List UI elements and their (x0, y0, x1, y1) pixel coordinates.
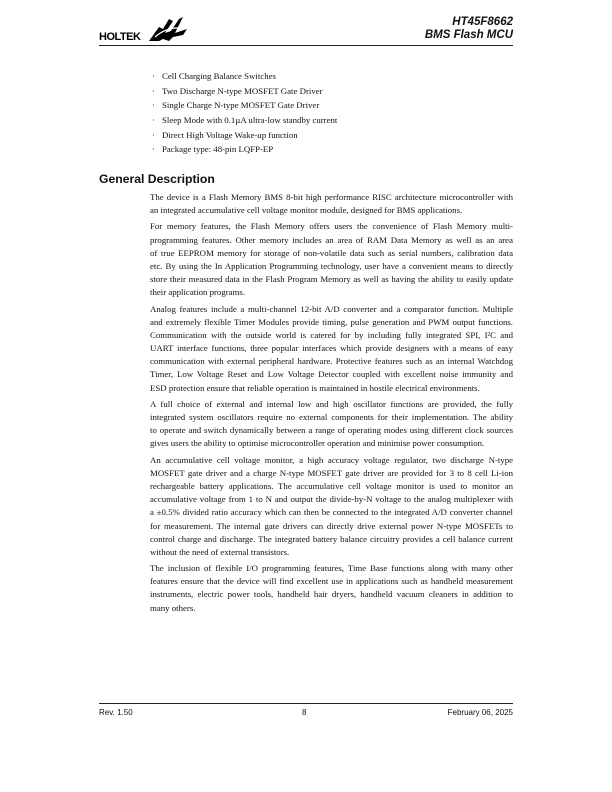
text-line: Timer, Low Voltage Reset and Low Voltage Detector coupled with excellent noise immunity and (150, 369, 513, 380)
bullet-icon: · (152, 144, 155, 155)
feature-item (152, 84, 337, 99)
text-line: programming features. Other memory includes an area of RAM Data Memory as well as an area (150, 234, 513, 245)
svg-text:HOLTEK: HOLTEK (99, 31, 141, 43)
text-line: etc. By using the In Application Programming technology, user have a convenient means to directly (150, 260, 513, 271)
feature-text: Package type: 48-pin LQFP-EP (162, 144, 274, 155)
bullet-icon: · (152, 100, 155, 111)
text-line: their application programs. (150, 287, 246, 298)
header-rule (99, 45, 513, 46)
text-line: for measurement. The internal gate drivers can directly drive external power N-type MOSFETs to (150, 520, 513, 531)
feature-item (152, 128, 337, 143)
part-number: HT45F8662 (452, 16, 513, 28)
footer-revision: Rev. 1.50 (99, 708, 133, 717)
feature-item (152, 142, 337, 157)
text-line: gives users the ability to optimise microcontroller operation and minimise power consumption. (150, 438, 485, 449)
product-name: BMS Flash MCU (424, 29, 513, 41)
feature-item (152, 113, 337, 128)
text-line: A full choice of external and internal low and high oscillator functions are provided, the fully (150, 398, 513, 409)
text-line: An accumulative cell voltage monitor, a high accuracy voltage regulator, two discharge N-type (150, 454, 513, 465)
paragraph (150, 398, 513, 451)
feature-list (152, 69, 337, 157)
feature-text: Cell Charging Balance Switches (162, 71, 276, 81)
text-line: MOSFET gate driver and a charge N-type MOSFET gate driver are provided for 3 to 8 cell Li-ion (150, 467, 513, 478)
text-line: accumulative voltage from 1 to N and output the divide-by-N voltage to the analog multiplexer with (150, 494, 513, 505)
text-line: UART interface functions, three popular interfaces which provide designers with a means of easy (150, 343, 513, 354)
footer-rule (99, 703, 513, 704)
holtek-logo (99, 15, 189, 43)
feature-item (152, 69, 337, 84)
text-line: and extremely flexible Timer Modules provide timing, pulse generation and PWM output functions. (150, 316, 513, 327)
feature-text: Sleep Mode with 0.1µA ultra-low standby current (162, 115, 338, 126)
text-line: features ensure that the device will find excellent use in applications such as handheld measurement (150, 576, 513, 587)
feature-text: Direct High Voltage Wake-up function (162, 129, 298, 140)
text-line: Analog features include a multi-channel 12-bit A/D converter and a comparator function. Multiple (150, 303, 513, 314)
paragraph (150, 303, 513, 395)
bullet-icon: · (152, 115, 155, 126)
paragraph (150, 562, 513, 615)
text-line: instruments, electric power tools, handheld hair dryers, handheld vacuum cleaners in addition to (150, 589, 513, 600)
text-line: to operate and switch dynamically between a range of operating modes using different clock sources (150, 425, 513, 436)
text-line: The device is a Flash Memory BMS 8-bit high performance RISC architecture microcontroller with (150, 192, 513, 202)
paragraph (150, 191, 513, 217)
text-line: store their measured data in the Flash Program Memory as well as having the ability to easily update (150, 274, 513, 285)
text-line: integrated system oscillators require no external components for their implementation. The ability (150, 412, 513, 422)
text-line: of true EEPROM memory for storage of non-volatile data such as serial numbers, calibration data (150, 247, 513, 258)
bullet-icon: · (152, 71, 155, 81)
paragraph (150, 220, 513, 299)
text-line: control charge and discharge. The integrated battery balance circuitry provides a cell balance current (150, 533, 513, 544)
feature-text: Two Discharge N-type MOSFET Gate Driver (162, 85, 323, 96)
text-line: a ±0.5% divided ratio accuracy which can then be connected to the integrated A/D converter channel (150, 507, 513, 518)
text-line: ESD protection ensure that reliable operation is maintained in hostile electrical environments. (150, 382, 480, 393)
text-line: many others. (150, 602, 196, 613)
header-title (425, 16, 513, 42)
text-line: The inclusion of flexible I/O programming features, Time Base functions along with many other (150, 563, 513, 574)
footer-date: February 06, 2025 (447, 708, 513, 717)
paragraph (150, 454, 513, 560)
footer-page-number: 8 (302, 708, 307, 717)
text-line: without the need of external transistors. (150, 546, 290, 557)
text-line: Communication with the outside world is catered for by including fully integrated SPI, I²C and (150, 329, 513, 340)
text-line: an integrated accumulative cell voltage monitor module, designed for BMS applications. (150, 205, 463, 216)
text-line: communication with external peripheral hardware. Protective features such as an internal Watchdog (150, 356, 513, 367)
bullet-icon: · (152, 85, 155, 96)
section-heading: General Description (99, 172, 215, 186)
bullet-icon: · (152, 129, 155, 140)
feature-text: Single Charge N-type MOSFET Gate Driver (162, 100, 320, 111)
text-line: For memory features, the Flash Memory offers users the convenience of Flash Memory multi- (150, 221, 513, 232)
feature-item (152, 98, 337, 113)
text-line: rechargeable battery applications. The accumulative cell voltage monitor is used to monitor an (150, 480, 513, 491)
section-body (150, 191, 513, 618)
